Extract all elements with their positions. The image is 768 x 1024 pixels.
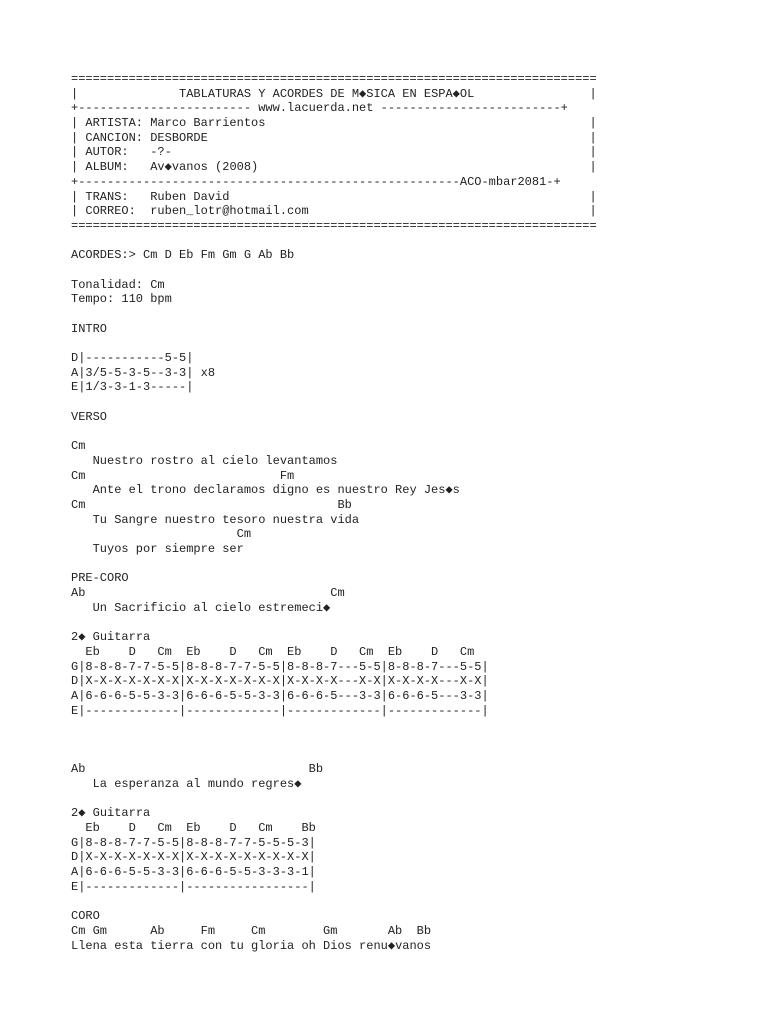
text-line: Eb D Cm Eb D Cm Bb bbox=[71, 821, 316, 836]
text-line: Cm Gm Ab Fm Cm Gm Ab Bb bbox=[71, 923, 432, 938]
text-line: | TABLATURAS Y ACORDES DE M◆SICA EN ESPA◆OL | bbox=[71, 86, 597, 101]
song-sheet bbox=[71, 72, 761, 953]
text-line: CORO bbox=[71, 909, 100, 924]
text-line: A|6-6-6-5-5-3-3|6-6-6-5-5-3-3|6-6-6-5---3-3|6-6-6-5---3-3| bbox=[71, 688, 489, 703]
text-line: ========================================================================= bbox=[71, 72, 597, 86]
text-line: Ab Cm bbox=[71, 586, 345, 601]
text-line: Ab Bb bbox=[71, 762, 324, 777]
text-line: | ALBUM: Av◆vanos (2008) | bbox=[71, 160, 597, 175]
text-line: | ARTISTA: Marco Barrientos | bbox=[71, 116, 597, 131]
text-line: E|1/3-3-1-3-----| bbox=[71, 380, 194, 395]
text-line bbox=[71, 615, 761, 630]
text-line bbox=[71, 792, 761, 807]
text-line: Nuestro rostro al cielo levantamos bbox=[71, 453, 338, 468]
text-line: Ante el trono declaramos digno es nuestro Rey Jes◆s bbox=[71, 483, 460, 498]
text-line bbox=[71, 718, 761, 733]
text-line: ========================================================================= bbox=[71, 218, 597, 233]
text-line: D|X-X-X-X-X-X-X|X-X-X-X-X-X-X|X-X-X-X---X-X|X-X-X-X---X-X| bbox=[71, 674, 489, 689]
text-line: INTRO bbox=[71, 321, 108, 336]
text-line: Cm bbox=[71, 527, 252, 542]
text-line bbox=[71, 336, 761, 351]
text-line: 2◆ Guitarra bbox=[71, 806, 151, 821]
text-line bbox=[71, 263, 761, 278]
text-line: | AUTOR: -?- | bbox=[71, 145, 597, 160]
text-line bbox=[71, 733, 761, 748]
text-line: Tu Sangre nuestro tesoro nuestra vida bbox=[71, 512, 360, 527]
text-line: D|-----------5-5| bbox=[71, 351, 194, 366]
text-line: PRE-CORO bbox=[71, 571, 129, 586]
text-line: Eb D Cm Eb D Cm Eb D Cm Eb D Cm bbox=[71, 644, 475, 659]
text-line: Tempo: 110 bpm bbox=[71, 292, 172, 307]
text-line: Cm Bb bbox=[71, 497, 352, 512]
text-line bbox=[71, 425, 761, 440]
text-line: Cm bbox=[71, 439, 86, 454]
text-line bbox=[71, 234, 761, 249]
text-line: | CORREO: ruben_lotr@hotmail.com | bbox=[71, 204, 597, 219]
text-line: Un Sacrificio al cielo estremeci◆ bbox=[71, 600, 331, 615]
text-line bbox=[71, 307, 761, 322]
text-line: A|3/5-5-3-5--3-3| x8 bbox=[71, 365, 216, 380]
text-line: G|8-8-8-7-7-5-5|8-8-8-7-7-5-5-5-3| bbox=[71, 835, 316, 850]
text-line bbox=[71, 748, 761, 763]
text-line: 2◆ Guitarra bbox=[71, 630, 151, 645]
text-line: Llena esta tierra con tu gloria oh Dios renu◆vanos bbox=[71, 938, 432, 953]
text-line: D|X-X-X-X-X-X-X|X-X-X-X-X-X-X-X-X| bbox=[71, 850, 316, 865]
text-line bbox=[71, 395, 761, 410]
text-line: VERSO bbox=[71, 409, 108, 424]
text-line bbox=[71, 895, 761, 910]
text-line: La esperanza al mundo regres◆ bbox=[71, 777, 302, 791]
text-line: A|6-6-6-5-5-3-3|6-6-6-5-5-3-3-3-1| bbox=[71, 865, 316, 880]
text-line: | TRANS: Ruben David | bbox=[71, 189, 597, 204]
text-line: E|-------------|-----------------| bbox=[71, 879, 316, 894]
text-line: Tuyos por siempre ser bbox=[71, 542, 244, 556]
text-line: +-----------------------------------------------------ACO-mbar2081-+ bbox=[71, 174, 561, 189]
text-line: ACORDES:> Cm D Eb Fm Gm G Ab Bb bbox=[71, 248, 295, 263]
text-line: +------------------------ www.lacuerda.net -------------------------+ bbox=[71, 101, 568, 116]
text-line: E|-------------|-------------|-------------|-------------| bbox=[71, 703, 489, 718]
text-line: G|8-8-8-7-7-5-5|8-8-8-7-7-5-5|8-8-8-7---5-5|8-8-8-7---5-5| bbox=[71, 659, 489, 674]
text-line bbox=[71, 557, 761, 572]
text-line: Cm Fm bbox=[71, 468, 295, 483]
text-line: | CANCION: DESBORDE | bbox=[71, 130, 597, 145]
text-line: Tonalidad: Cm bbox=[71, 277, 165, 292]
